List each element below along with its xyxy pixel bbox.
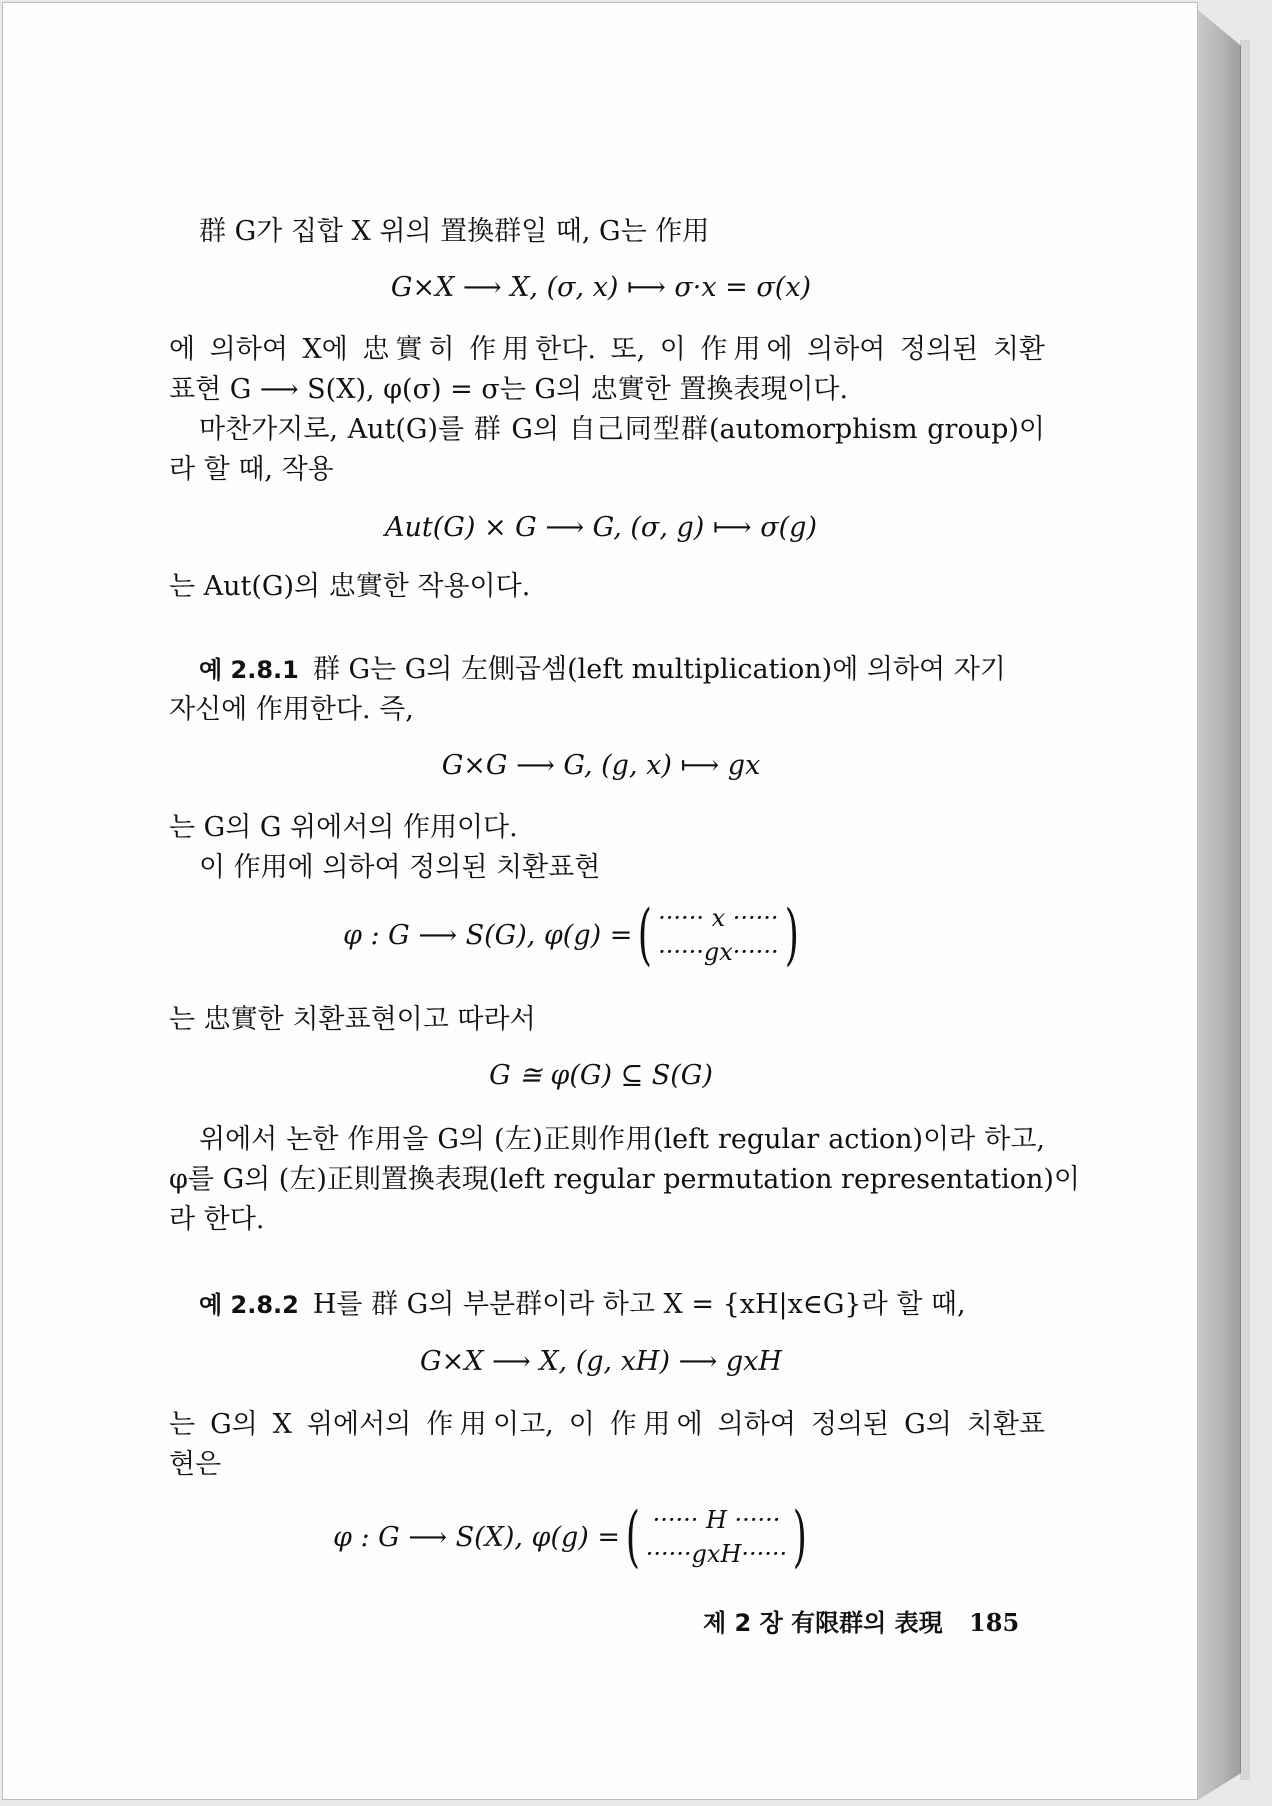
matrix-bottom-row: ······gxH······ [645,1540,788,1568]
text-line: 에 의하여 X에 忠實히 作用한다. 또, 이 作用에 의하여 정의된 치환 [169,334,1045,365]
equation: G×X ⟶ X, (g, xH) ⟶ gxH [420,1346,782,1377]
book-spine-edge [1198,10,1241,1800]
text-line: 는 忠實한 치환표현이고 따라서 [169,1004,536,1035]
equation-left: φ : G ⟶ S(G), φ(g) = [343,919,633,951]
text-line: 라 할 때, 작용 [169,454,334,485]
text-line: 자신에 作用한다. 즉, [169,694,414,725]
equation: G ≅ φ(G) ⊆ S(G) [489,1060,713,1091]
text-line: 라 한다. [169,1204,265,1235]
book-page [2,2,1198,1800]
permutation-equation [343,896,804,973]
text-line: 는 G의 G 위에서의 作用이다. [169,812,518,843]
text-line: φ를 G의 (左)正則置換表現(left regular permutation representation)이 [169,1164,1081,1195]
permutation-matrix [646,1503,787,1571]
text-line: 는 G의 X 위에서의 作用이고, 이 作用에 의하여 정의된 G의 치환표 [169,1409,1045,1440]
example-label: 예 2.8.1 [199,656,299,684]
permutation-equation [333,1498,813,1575]
text-line: 는 Aut(G)의 忠實한 작용이다. [169,571,531,602]
page-stack-edge [1240,40,1250,1780]
example-2-8-2 [199,1288,966,1322]
text-line: 群 G가 집합 X 위의 置換群일 때, G는 作用 [199,216,710,247]
chapter-title: 제 2 장 有限群의 表現 [703,1609,943,1637]
text-line: 위에서 논한 作用을 G의 (左)正則作用(left regular action)이라 하고, [199,1124,1045,1155]
example-text: H를 群 G의 부분群이라 하고 X = {xH|x∈G}라 할 때, [312,1289,966,1320]
left-paren: ( [625,1498,640,1575]
left-paren: ( [638,896,653,973]
equation-left: φ : G ⟶ S(X), φ(g) = [333,1521,621,1553]
permutation-matrix [658,901,778,969]
example-label: 예 2.8.2 [199,1291,299,1319]
page-footer [703,1603,1019,1638]
matrix-top-row: ······ H ······ [652,1506,781,1534]
matrix-top-row: ······ x ······ [658,904,779,932]
right-paren: ) [784,896,799,973]
text-line: 표현 G ⟶ S(X), φ(σ) = σ는 G의 忠實한 置換表現이다. [169,374,849,405]
example-text: 群 G는 G의 左側곱셈(left multiplication)에 의하여 자기 [312,654,1006,685]
page-number: 185 [969,1608,1020,1637]
right-paren: ) [792,1498,808,1575]
equation: G×G ⟶ G, (g, x) ⟼ gx [441,750,761,781]
example-2-8-1 [199,653,1045,687]
text-line: 이 作用에 의하여 정의된 치환표현 [199,852,601,883]
text-line: 마찬가지로, Aut(G)를 群 G의 自己同型群(automorphism group)이 [199,414,1045,445]
equation: G×X ⟶ X, (σ, x) ⟼ σ·x = σ(x) [390,272,812,303]
equation: Aut(G) × G ⟶ G, (σ, g) ⟼ σ(g) [385,512,817,543]
text-line: 현은 [169,1449,222,1480]
matrix-bottom-row: ······gx······ [658,938,779,966]
